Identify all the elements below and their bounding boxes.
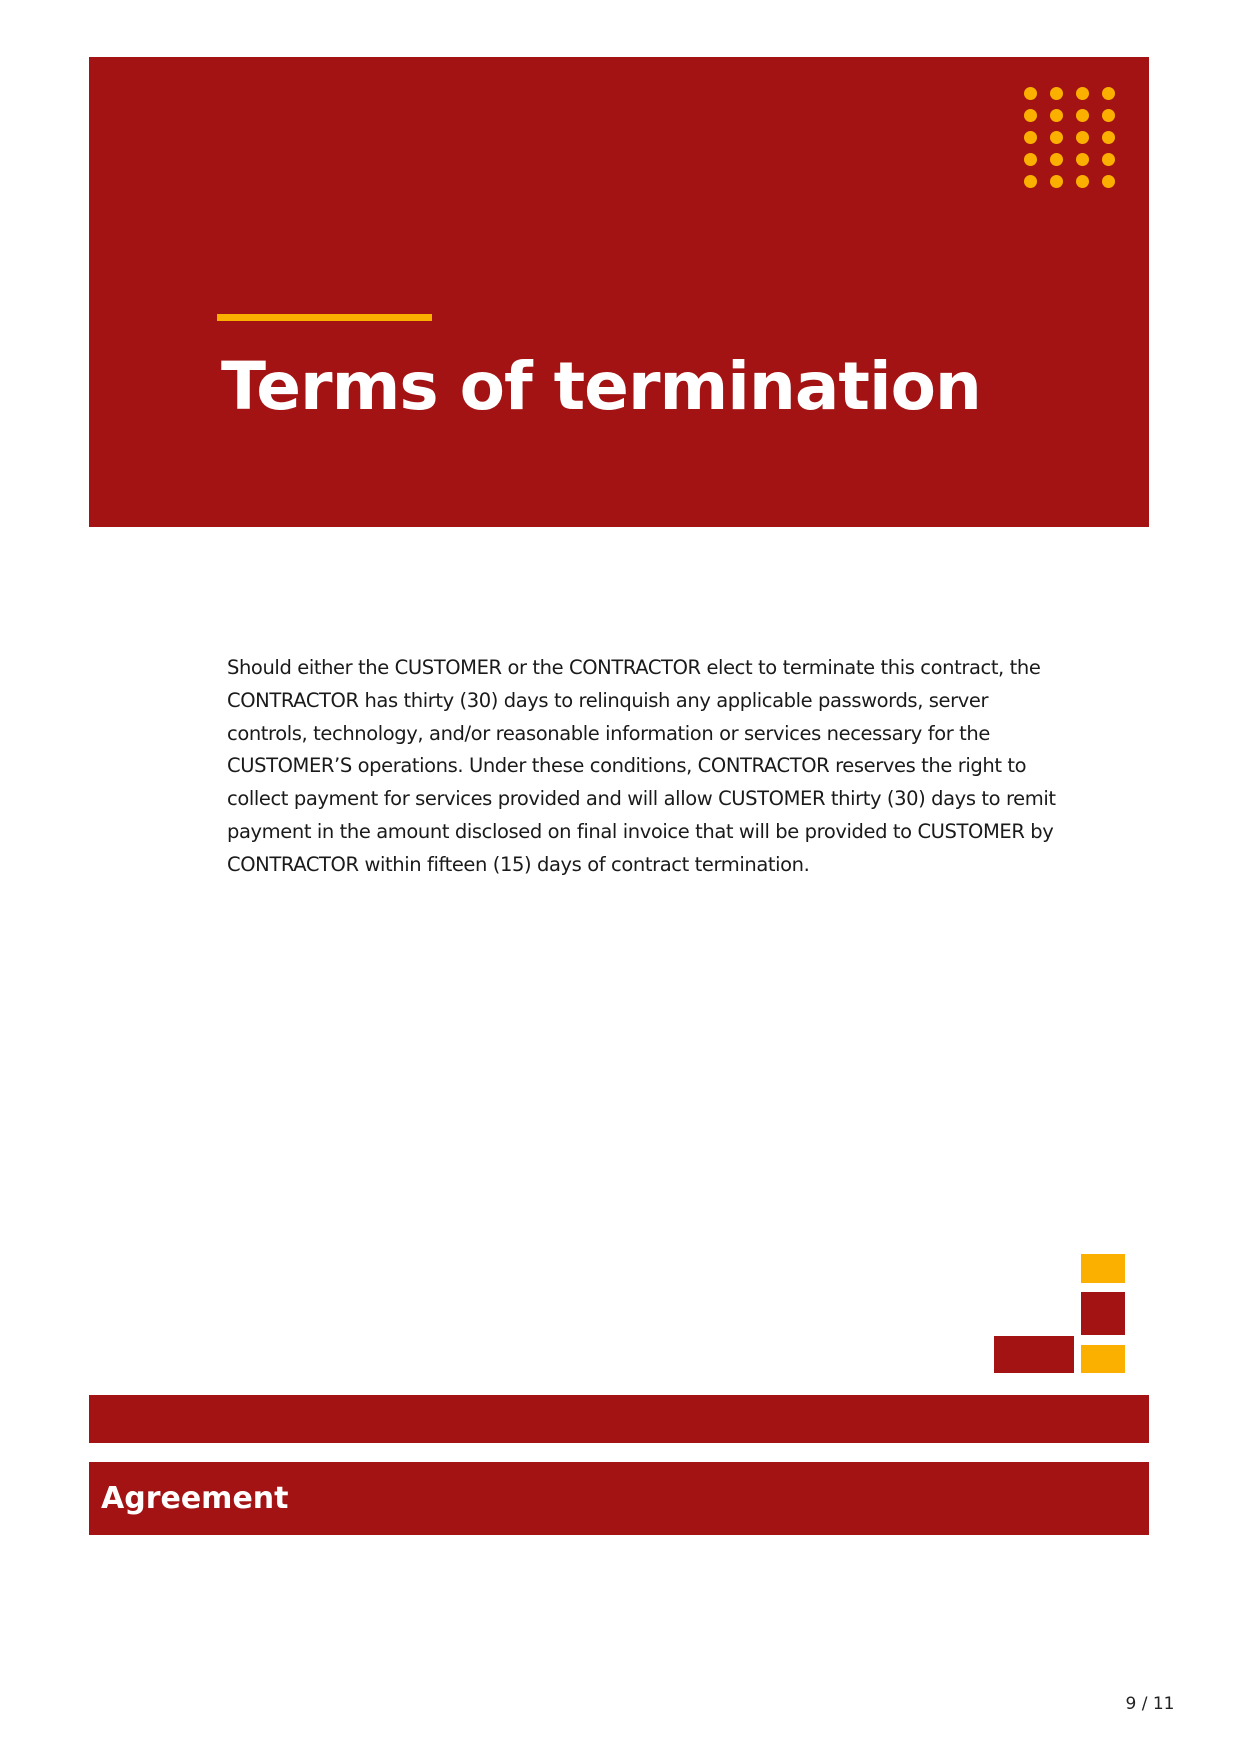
title-accent-line (217, 314, 432, 321)
decor-dot (1076, 109, 1089, 122)
decor-block-red-square (1081, 1292, 1125, 1335)
page-title: Terms of termination (221, 348, 981, 425)
decor-dot (1076, 87, 1089, 100)
decor-block-yellow-bottom (1081, 1345, 1125, 1373)
decor-block-yellow-top (1081, 1254, 1125, 1283)
termination-paragraph: Should either the CUSTOMER or the CONTRACTOR elect to terminate this contract, the CONTRACTOR has thirty (30) days to relinquish any applicable passwords, server controls, technology, and/or reasonable information or services necessary for the CUSTOMER’S operations. Under these conditions, CONTRACTOR reserves the right to collect payment for services provided and will allow CUSTOMER thirty (30) days to remit payment in the amount disclosed on final invoice that will be provided to CUSTOMER by CONTRACTOR within fifteen (15) days of contract termination. (227, 656, 1056, 876)
decor-dot (1102, 175, 1115, 188)
decor-dot (1024, 175, 1037, 188)
decor-dot (1050, 153, 1063, 166)
decor-block-red-wide (994, 1336, 1074, 1373)
decor-dot (1076, 175, 1089, 188)
decor-dot (1024, 153, 1037, 166)
agreement-section-bar (89, 1462, 1149, 1535)
decor-dot (1076, 131, 1089, 144)
decor-dot (1024, 109, 1037, 122)
decor-dot (1102, 109, 1115, 122)
decor-dot (1050, 131, 1063, 144)
page-number: 9 / 11 (1125, 1694, 1175, 1714)
decor-dot (1050, 175, 1063, 188)
decor-dot (1076, 153, 1089, 166)
footer-band (89, 1395, 1149, 1443)
decor-dot (1050, 109, 1063, 122)
header-banner (89, 57, 1149, 527)
agreement-label: Agreement (101, 1481, 289, 1516)
decor-dot (1050, 87, 1063, 100)
decor-dot (1024, 131, 1037, 144)
dot-grid-decoration (1024, 87, 1134, 197)
decor-dot (1102, 87, 1115, 100)
decor-dot (1102, 131, 1115, 144)
decor-dot (1102, 153, 1115, 166)
decor-dot (1024, 87, 1037, 100)
